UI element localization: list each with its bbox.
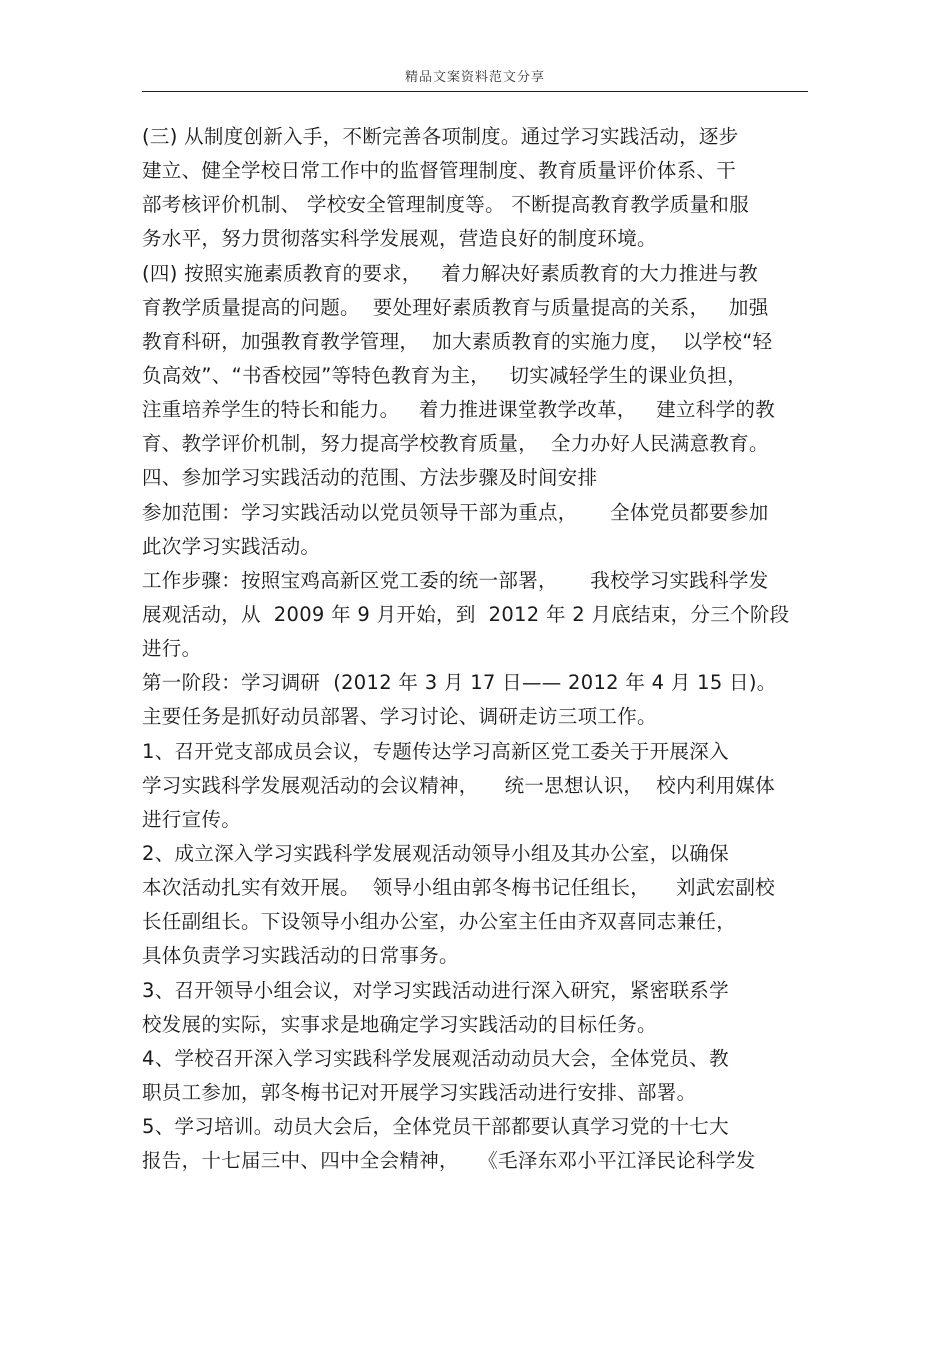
page-header: 精品文案资料范文分享 <box>404 70 545 85</box>
text-line: 3、召开领导小组会议，对学习实践活动进行深入研究，紧密联系学 <box>142 978 729 1002</box>
text-line: 进行宣传。 <box>142 807 242 831</box>
document-body <box>142 120 822 1178</box>
text-line: 建立、健全学校日常工作中的监督管理制度、教育质量评价体系、干 <box>142 159 737 183</box>
text-line: 务水平，努力贯彻落实科学发展观，营造良好的制度环境。 <box>142 227 657 251</box>
header-divider <box>142 91 808 92</box>
text-line: 育教学质量提高的问题。 要处理好素质教育与质量提高的关系， 加强 <box>142 295 769 319</box>
text-line: 4、学校召开深入学习实践科学发展观活动动员大会，全体党员、教 <box>142 1046 729 1070</box>
text-line: 具体负责学习实践活动的日常事务。 <box>142 944 459 968</box>
text-line: 1、召开党支部成员会议，专题传达学习高新区党工委关于开展深入 <box>142 739 729 763</box>
text-line: 长任副组长。下设领导小组办公室，办公室主任由齐双喜同志兼任， <box>142 910 737 934</box>
text-line: 职员工参加，郭冬梅书记对开展学习实践活动进行安排、部署。 <box>142 1080 697 1104</box>
text-line: 育、教学评价机制，努力提高学校教育质量， 全力办好人民满意教育。 <box>142 432 769 456</box>
section-heading: 四、参加学习实践活动的范围、方法步骤及时间安排 <box>142 466 598 490</box>
text-line: 学习实践科学发展观活动的会议精神， 统一思想认识， 校内利用媒体 <box>142 773 775 797</box>
text-line: 报告，十七届三中、四中全会精神， 《毛泽东邓小平江泽民论科学发 <box>142 1149 756 1173</box>
text-line: 第一阶段：学习调研 (2012 年 3 月 17 日—— 2012 年 4 月 15 日)。 <box>142 671 777 695</box>
text-line: 部考核评价机制、 学校安全管理制度等。 不断提高教育教学质量和服 <box>142 193 749 217</box>
text-line: 参加范围：学习实践活动以党员领导干部为重点， 全体党员都要参加 <box>142 500 769 524</box>
text-line: (三) 从制度创新入手，不断完善各项制度。通过学习实践活动，逐步 <box>142 125 739 148</box>
text-line: 负高效”、“书香校园”等特色教育为主， 切实减轻学生的课业负担， <box>142 363 748 387</box>
text-line: (四) 按照实施素质教育的要求， 着力解决好素质教育的大力推进与教 <box>142 261 759 285</box>
text-line: 主要任务是抓好动员部署、学习讨论、调研走访三项工作。 <box>142 705 657 729</box>
text-line: 2、成立深入学习实践科学发展观活动领导小组及其办公室，以确保 <box>142 841 729 865</box>
text-line: 教育科研，加强教育教学管理， 加大素质教育的实施力度， 以学校“轻 <box>142 329 773 353</box>
text-line: 展观活动，从 2009 年 9 月开始，到 2012 年 2 月底结束，分三个阶段 <box>142 602 790 626</box>
text-line: 校发展的实际，实事求是地确定学习实践活动的目标任务。 <box>142 1012 657 1036</box>
text-line: 注重培养学生的特长和能力。 着力推进课堂教学改革， 建立科学的教 <box>142 398 775 422</box>
text-line: 5、学习培训。动员大会后，全体党员干部都要认真学习党的十七大 <box>142 1115 729 1139</box>
text-line: 进行。 <box>142 637 202 661</box>
text-line: 本次活动扎实有效开展。 领导小组由郭冬梅书记任组长， 刘武宏副校 <box>142 876 775 900</box>
text-line: 此次学习实践活动。 <box>142 534 321 558</box>
text-line: 工作步骤：按照宝鸡高新区党工委的统一部署， 我校学习实践科学发 <box>142 568 769 592</box>
